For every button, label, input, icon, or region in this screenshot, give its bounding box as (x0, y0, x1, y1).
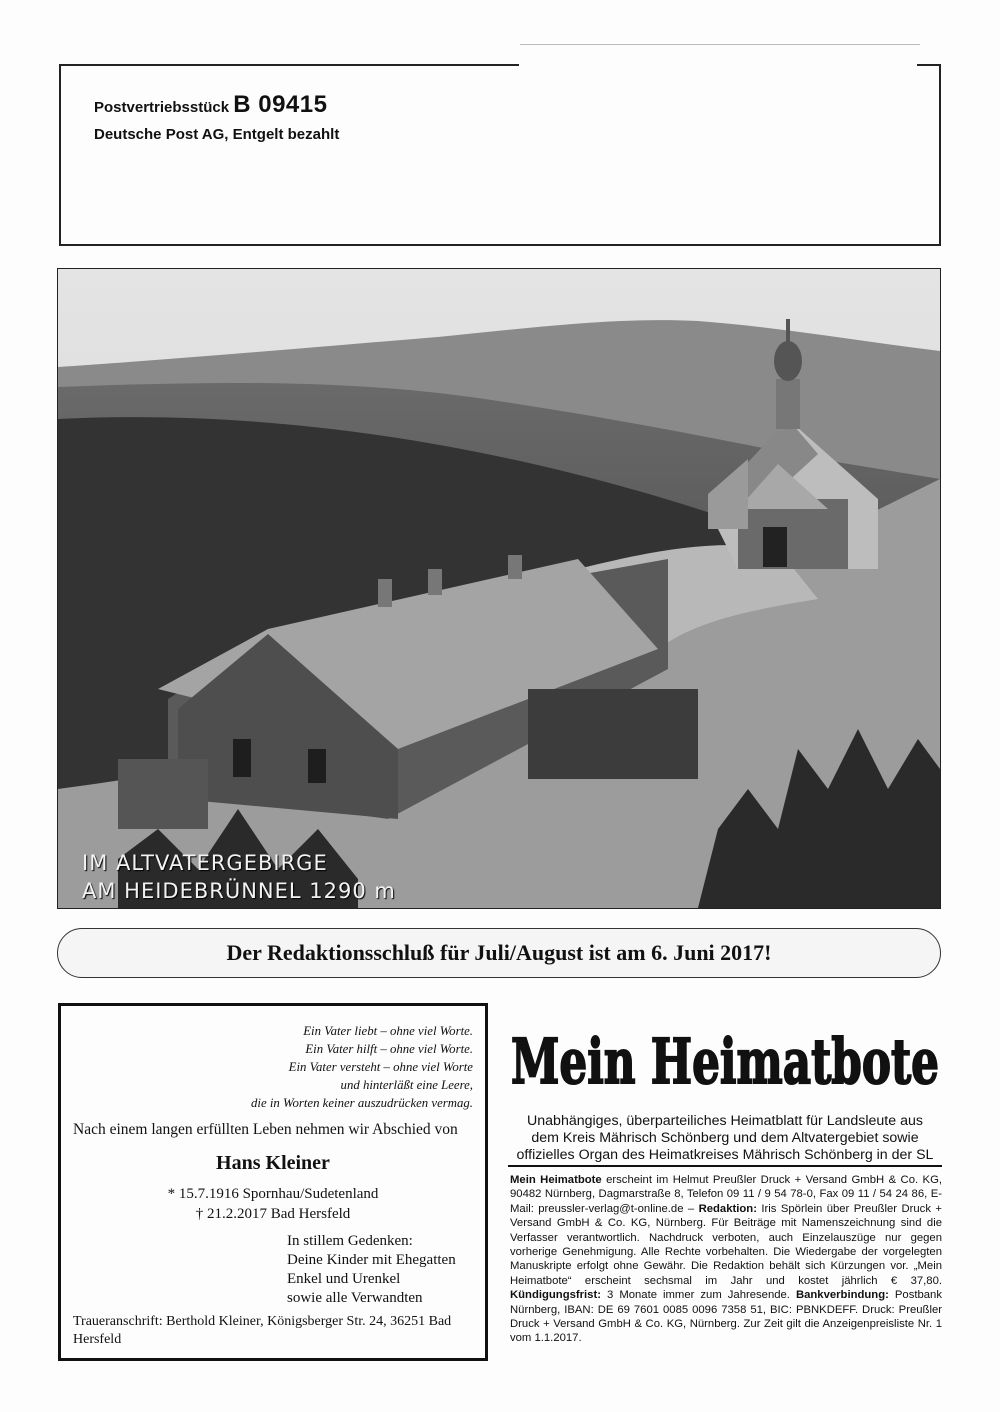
mourner-line: Deine Kinder mit Ehegatten (287, 1252, 456, 1268)
deadline-banner (57, 928, 941, 978)
subtitle-line: dem Kreis Mährisch Schönberg und dem Altvatergebiet sowie (531, 1130, 919, 1146)
obituary-notice (58, 1003, 488, 1361)
masthead-logo (508, 1003, 942, 1105)
deceased-name: Hans Kleiner (216, 1152, 330, 1174)
mourners-list (287, 1232, 456, 1308)
postal-note: Deutsche Post AG, Entgelt bezahlt (94, 126, 340, 143)
poem-line: Ein Vater hilft – ohne viel Worte. (305, 1042, 473, 1056)
poem-line: Ein Vater liebt – ohne viel Worte. (303, 1024, 473, 1038)
masthead-rule (508, 1165, 942, 1167)
top-rule (520, 44, 920, 45)
deadline-text: Der Redaktionsschluß für Juli/August ist am 6. Juni 2017! (226, 940, 772, 965)
obituary-poem (251, 1022, 473, 1112)
subtitle-line: offizielles Organ des Heimatkreises Mährisch Schönberg in der SL (516, 1147, 934, 1163)
subtitle-line: Unabhängiges, überparteiliches Heimatblatt für Landsleute aus (527, 1113, 923, 1129)
masthead-column (508, 1003, 942, 1358)
postal-label: Postvertriebsstück (94, 99, 230, 116)
imprint-publication-name: Mein Heimatbote (510, 1174, 602, 1186)
mourner-line: Enkel und Urenkel (287, 1271, 401, 1287)
postal-code: B 09415 (233, 91, 328, 118)
box-top-left-border (61, 64, 519, 66)
imprint-publisher: erscheint im Helmut Preußler Druck + Versand GmbH & Co. KG, 90482 Nürnberg, Dagmarstraße 8, Telefon 09 11 / 9 54 78-0, Fax 09 11 / 54 24 86, E-Mail: preussler-verlag@t-online.de – (510, 1174, 943, 1215)
historic-photo (57, 268, 941, 909)
imprint-redaktion-label: Redaktion: (698, 1202, 757, 1215)
imprint-bank-label: Bankverbindung: (795, 1289, 889, 1302)
imprint-kuendigung-label: Kündigungsfrist: (510, 1289, 601, 1302)
poem-line: die in Worten keiner auszudrücken vermag. (250, 1096, 473, 1110)
mourner-line: In stillem Gedenken: (287, 1233, 413, 1249)
postal-address-box (59, 64, 941, 246)
imprint-kuendigung: 3 Monate immer zum Jahresende. (601, 1289, 796, 1302)
photo-caption-line2: AM HEIDEBRÜNNEL 1290 m (82, 879, 396, 903)
mourner-line: sowie alle Verwandten (287, 1290, 423, 1306)
poem-line: und hinterläßt eine Leere, (340, 1078, 473, 1092)
postal-mark (94, 91, 327, 119)
poem-line: Ein Vater versteht – ohne viel Worte (288, 1060, 473, 1074)
box-top-right-border (917, 64, 941, 246)
imprint-bank: Postbank Nürnberg, IBAN: DE 69 7601 0085 0096 7358 51, BIC: PBNKDEFF. Druck: Preußler Druck + Versand GmbH & Co. KG, Nürnberg. Zur Zeit gilt die Anzeigenpreisliste Nr. 1 vom 1.1.2017. (510, 1289, 942, 1345)
masthead-subtitle (508, 1113, 942, 1164)
photo-caption-line1: IM ALTVATERGEBIRGE (82, 851, 328, 875)
imprint-text (510, 1173, 942, 1346)
birth-info: * 15.7.1916 Spornhau/Sudetenland (167, 1186, 379, 1202)
imprint-redaktion: Iris Spörlein über Preußler Druck + Versand GmbH & Co. KG, Nürnberg. Für Beiträge mit Namenszeichnung sind die Verfasser verantwortlich. Nachdruck verboten, auch Einzelauszüge nur gegen vorherige Genehmigung. Alle Rechte vorbehalten. Die Wiedergabe der vorgelegten Manuskripte erfolgt ohne Gewähr. Die Redaktion behält sich Kürzungen vor. „Mein Heimatbote“ erscheint sechsmal im Jahr und kostet jährlich € 37,80. (510, 1202, 942, 1287)
photo-illustration (58, 269, 940, 908)
masthead-title: Mein Heimatbote (511, 1025, 939, 1098)
death-info: † 21.2.2017 Bad Hersfeld (195, 1206, 351, 1222)
obituary-intro: Nach einem langen erfüllten Leben nehmen wir Abschied von (73, 1121, 458, 1138)
mourning-address: Traueranschrift: Berthold Kleiner, Königsberger Str. 24, 36251 Bad Hersfeld (73, 1314, 452, 1347)
